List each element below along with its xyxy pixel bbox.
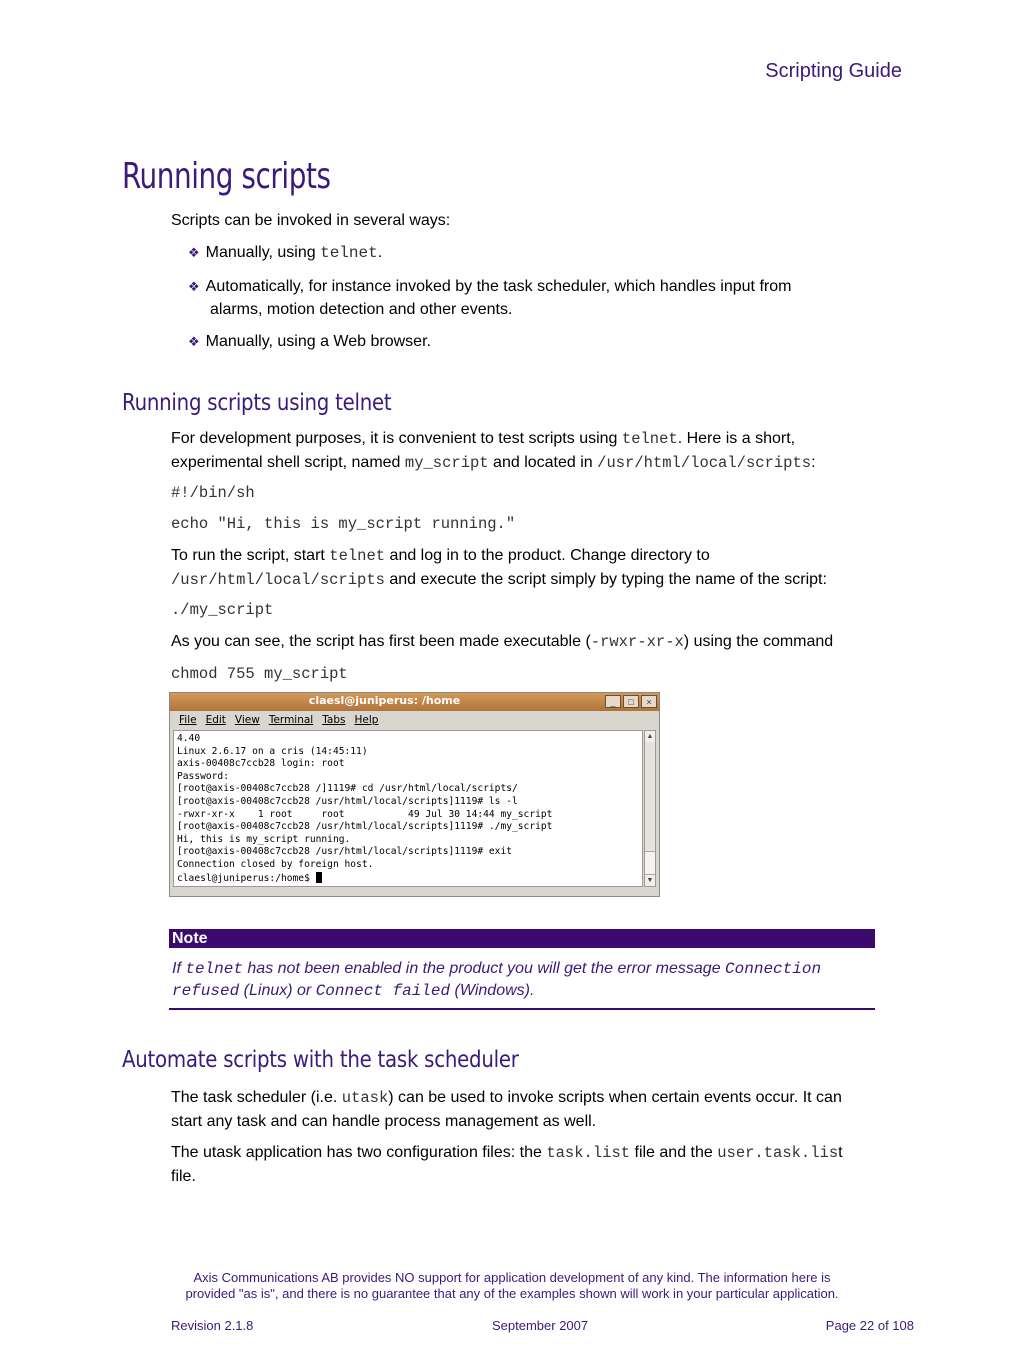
paragraph-task-scheduler: The task scheduler (i.e. utask) can be used to invoke scripts when certain events occur. It can start any task and can handle process management as well. <box>171 1089 842 1130</box>
footer-disclaimer: provided "as is", and there is no guarantee that any of the examples shown will work in your particular application. <box>185 1286 839 1301</box>
code-line: echo "Hi, this is my_script running." <box>171 515 516 533</box>
note-divider <box>169 1008 875 1010</box>
intro-paragraph: Scripts can be invoked in several ways: <box>171 212 451 229</box>
bullet-item: ❖ Automatically, for instance invoked by the task scheduler, which handles input from alarms, motion detection and other events. <box>188 278 792 318</box>
scroll-up-icon[interactable]: ▲ <box>646 733 654 740</box>
footer-date: September 2007 <box>492 1318 589 1333</box>
terminal-line: -rwxr-xr-x 1 root root 49 Jul 30 14:44 my_script <box>177 808 553 820</box>
running-header-title: Scripting Guide <box>765 60 902 82</box>
menu-item-edit[interactable]: Edit <box>205 714 226 726</box>
terminal-prompt-line: claesl@juniperus:/home$ <box>177 872 642 886</box>
paragraph-utask-config: The utask application has two configuration files: the task.list file and the user.task.list file. <box>171 1144 843 1185</box>
paragraph-executable: As you can see, the script has first been made executable (-rwxr-xr-x) using the command <box>171 633 834 651</box>
terminal-titlebar <box>170 693 659 711</box>
code-line: chmod 755 my_script <box>171 665 348 683</box>
paragraph-run-script: To run the script, start telnet and log in to the product. Change directory to /usr/html/local/scripts and execute the script simply by typing the name of the script: <box>171 547 827 589</box>
section-heading-running-scripts: Running scripts <box>122 156 331 197</box>
close-icon[interactable]: × <box>641 695 657 708</box>
terminal-menubar <box>170 711 659 729</box>
code-line: #!/bin/sh <box>171 484 255 502</box>
note-label: Note <box>169 929 875 948</box>
menu-item-tabs[interactable]: Tabs <box>322 714 346 726</box>
terminal-line: Connection closed by foreign host. <box>177 858 374 870</box>
menu-item-file[interactable]: File <box>179 714 197 726</box>
terminal-scrollbar[interactable] <box>644 730 656 887</box>
note-text: If telnet has not been enabled in the product you will get the error message Connection refused (Linux) or Connect failed (Windows). <box>172 960 822 1000</box>
menu-item-help[interactable]: Help <box>354 714 379 726</box>
section-heading-task-scheduler: Automate scripts with the task scheduler <box>122 1047 519 1073</box>
footer-revision: Revision 2.1.8 <box>171 1318 254 1333</box>
paragraph-telnet-intro: For development purposes, it is convenient to test scripts using telnet. Here is a short, experimental shell script, named my_script and located in /usr/html/local/scripts: <box>171 430 816 472</box>
terminal-line: Password: <box>177 770 229 782</box>
terminal-line: Hi, this is my_script running. <box>177 833 351 845</box>
diamond-bullet-icon: ❖ <box>188 245 200 260</box>
maximize-icon[interactable]: □ <box>623 695 639 708</box>
code-line: ./my_script <box>171 601 274 619</box>
footer-page-number: Page 22 of 108 <box>825 1318 914 1333</box>
terminal-line: [root@axis-00408c7ccb28 /usr/html/local/scripts]1119# ls -l <box>177 795 518 807</box>
footer-disclaimer: Axis Communications AB provides NO support for application development of any kind. The information here is <box>193 1270 831 1285</box>
terminal-window <box>169 692 660 897</box>
terminal-output[interactable] <box>173 730 643 887</box>
terminal-line: [root@axis-00408c7ccb28 /usr/html/local/scripts]1119# exit <box>177 846 513 858</box>
section-heading-telnet: Running scripts using telnet <box>122 390 392 416</box>
minimize-icon[interactable]: _ <box>605 695 621 708</box>
bullet-item: ❖ Manually, using a Web browser. <box>188 333 431 350</box>
terminal-line: 4.40 <box>177 733 201 744</box>
diamond-bullet-icon: ❖ <box>188 279 200 294</box>
cursor-icon <box>316 872 322 883</box>
scrollbar-thumb[interactable] <box>645 851 655 875</box>
menu-item-terminal[interactable]: Terminal <box>268 714 314 726</box>
terminal-line: [root@axis-00408c7ccb28 /usr/html/local/scripts]1119# ./my_script <box>177 821 553 833</box>
terminal-line: axis-00408c7ccb28 login: root <box>177 758 345 770</box>
terminal-line: [root@axis-00408c7ccb28 /]1119# cd /usr/html/local/scripts/ <box>177 783 518 795</box>
terminal-title: claesl@juniperus: /home <box>308 694 461 707</box>
bullet-item: ❖ Manually, using telnet. <box>188 244 383 262</box>
terminal-line: Linux 2.6.17 on a cris (14:45:11) <box>177 745 368 757</box>
diamond-bullet-icon: ❖ <box>188 334 200 349</box>
scroll-down-icon[interactable]: ▼ <box>646 877 654 884</box>
menu-item-view[interactable]: View <box>234 714 260 726</box>
